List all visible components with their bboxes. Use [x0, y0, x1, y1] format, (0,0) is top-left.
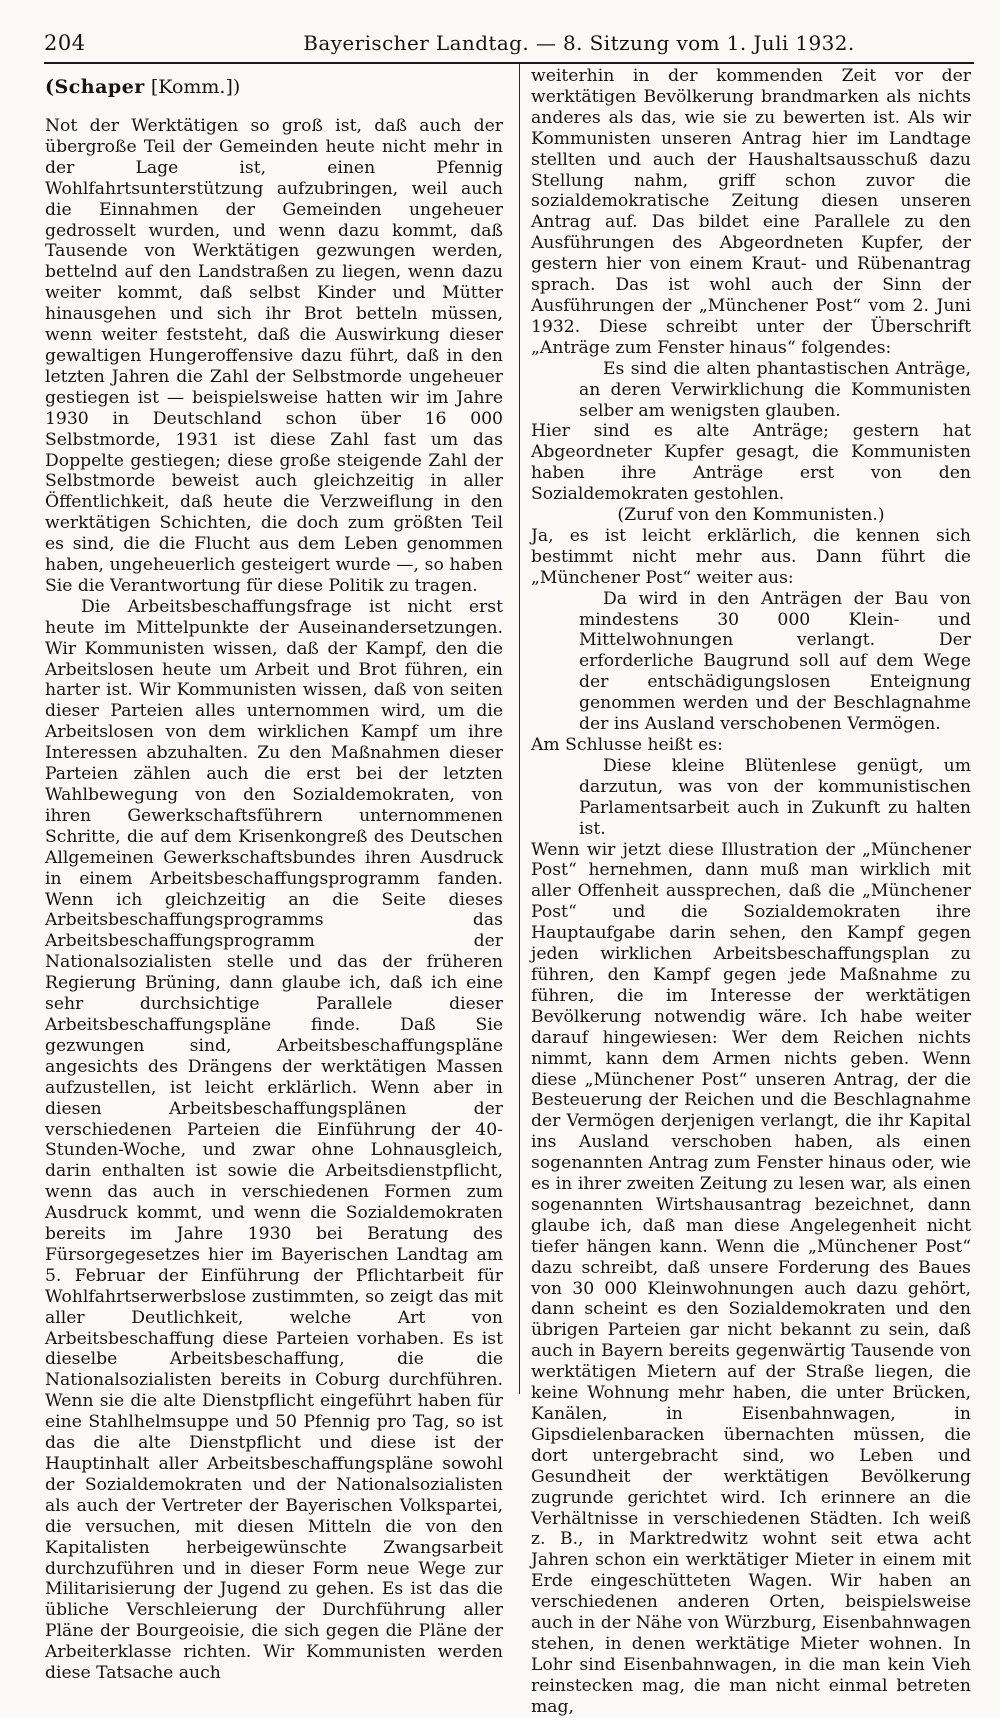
paragraph: weiterhin in der kommenden Zeit vor der werktätigen Bevölkerung brandmarken als nichts anderes als das, wie sie zu bewerten ist. Als wir Kommunisten unseren Antrag hier im Landtage stellten und auch der Haushaltsausschuß dazu Stellung nahm, griff schon zuvor die sozialdemokratische Zeitung diesen unseren Antrag auf. Das bildet eine Parallele zu den Ausführungen des Abgeordneten Kupfer, der gestern hier von einem Kraut- und Rübenantrag sprach. Das ist wohl auch der Sinn der Ausführungen der „Münchener Post“ vom 2. Juni 1932. Diese schreibt unter der Überschrift „Anträge zum Fenster hinaus“ folgendes: — [531, 66, 971, 358]
page-number: 204 — [44, 31, 86, 55]
running-title: Bayerischer Landtag. — 8. Sitzung vom 1. Juli 1932. — [303, 31, 855, 55]
paragraph: Not der Werktätigen so groß ist, daß auch der übergroße Teil der Gemeinden heute nicht mehr in der Lage ist, einen Pfennig Wohlfahrtsunterstützung aufzubringen, weil auch die Einnahmen der Gemeinden ungeheuer gedrosselt wurden, und wenn dazu kommt, daß Tausende von Werktätigen gezwungen werden, bettelnd auf den Landstraßen zu liegen, wenn dazu weiter kommt, daß selbst Kinder und Mütter hinausgehen und sich ihr Brot betteln müssen, wenn weiter feststeht, daß die Auswirkung dieser gewaltigen Hungeroffensive dazu führt, daß in den letzten Jahren die Zahl der Selbstmorde ungeheuer gestiegen ist — beispielsweise hatten wir im Jahre 1930 in Deutschland schon über 16 000 Selbstmorde, 1931 ist diese Zahl fast um das Doppelte gestiegen; diese große steigende Zahl der Selbstmorde beweist auch gleichzeitig in aller Öffentlichkeit, daß heute die Verzweiflung in den werktätigen Schichten, die doch zum größten Teil es sind, die die Flucht aus dem Leben genommen haben, ungeheuerlich gesteigert wurde —, so haben Sie die Verantwortung für diese Politik zu tragen. — [45, 116, 503, 596]
paragraph: Am Schlusse heißt es: — [531, 735, 723, 755]
speaker-party: [Komm.]) — [150, 76, 241, 98]
paragraph: Die Arbeitsbeschaffungsfrage ist nicht erst heute im Mittelpunkte der Auseinandersetzungen. Wir Kommunisten wissen, daß der Kampf, den die Arbeitslosen heute um Arbeit und Brot führen, ein harter ist. Wir Kommunisten wissen, daß von seiten dieser Parteien alles unternommen wird, um die Arbeitslosen von dem wirklichen Kampf um ihre Interessen abzuhalten. Zu den Maßnahmen dieser Parteien zählen auch die erst bei der letzten Wahlbewegung von den Sozialdemokraten, von ihren Gewerkschaftsführern unternommenen Schritte, die auf dem Krisenkongreß des Deutschen Allgemeinen Gewerkschaftsbundes ihren Ausdruck in einem Arbeitsbeschaffungsprogramm fanden. Wenn ich gleichzeitig an die Seite dieses Arbeitsbeschaffungsprogramms das Arbeitsbeschaffungsprogramm der Nationalsozialisten stelle und das der früheren Regierung Brüning, dann glaube ich, daß ich eine sehr durchsichtige Parallele dieser Arbeitsbeschaffungspläne finde. Daß Sie gezwungen sind, Arbeitsbeschaffungspläne angesichts des Drängens der werktätigen Massen aufzustellen, ist leicht erklärlich. Wenn aber in diesen Arbeitsbeschaffungsplänen der verschiedenen Parteien die Einführung der 40-Stunden-Woche, und zwar ohne Lohnausgleich, darin enthalten ist sowie die Arbeitsdienstpflicht, wenn das auch in verschiedenen Formen zum Ausdruck kommt, und wenn die Sozialdemokraten bereits im Jahre 1930 bei Beratung des Fürsorgegesetzes hier im Bayerischen Landtag am 5. Februar der Einführung der Pflichtarbeit für Wohlfahrtserwerbslose zustimmten, so zeigt das mit aller Deutlichkeit, welche Art von Arbeitsbeschaffung diese Parteien vorhaben. Es ist dieselbe Arbeitsbeschaffung, die die Nationalsozialisten bereits in Coburg durchführen. Wenn sie die alte Dienstpflicht eingeführt haben für eine Stahlhelmsuppe und 50 Pfennig pro Tag, so ist das die alte Dienstpflicht und diese ist der Hauptinhalt aller Arbeitsbeschaffungspläne sowohl der Sozialdemokraten und der Nationalsozialisten als auch der Vertreter der Bayerischen Volkspartei, die versuchen, mit diesen Mitteln die von den Kapitalisten herbeigewünschte Zwangsarbeit durchzuführen und in dieser Form neue Wege zur Militarisierung der Jugend zu gehen. Es ist das die übliche Verschleierung der Durchführung aller Pläne der Bourgeoisie, die sich gegen die Pläne der Arbeiterklasse richten. Wir Kommunisten werden diese Tatsache auch — [45, 596, 503, 1684]
paragraph: Ja, es ist leicht erklärlich, die kennen sich bestimmt nicht mehr aus. Dann führt die „Münchener Post“ weiter aus: — [531, 525, 971, 588]
speaker-name: (Schaper — [45, 76, 145, 98]
header-rule — [44, 62, 974, 64]
interjection: (Zuruf von den Kommunisten.) — [617, 505, 885, 526]
quotation: Diese kleine Blütenlese genügt, um darzutun, was von der kommunistischen Parlamentsarbeit auch in Zukunft zu halten ist. — [579, 755, 971, 839]
speaker-heading — [45, 74, 503, 100]
quotation: Es sind die alten phantastischen Anträge, an deren Verwirklichung die Kommunisten selber am wenigsten glauben. — [579, 358, 971, 421]
quotation: Da wird in den Anträgen der Bau von mindestens 30 000 Klein- und Mittelwohnungen verlangt. Der erforderliche Baugrund soll auf dem Wege der entschädigungslosen Enteignung genommen werden und der Beschlagnahme der ins Ausland verschobenen Vermögen. — [579, 588, 971, 735]
page-header — [44, 31, 974, 61]
column-divider — [519, 64, 520, 1394]
left-column — [45, 66, 503, 1684]
paragraph: Wenn wir jetzt diese Illustration der „Münchener Post“ hernehmen, dann muß man wirklich mit aller Offenheit aussprechen, daß die „Münchener Post“ und die Sozialdemokraten ihre Hauptaufgabe darin sehen, den Kampf gegen jeden wirklichen Arbeitsbeschaffungsplan zu führen, den Kampf gegen jede Maßnahme zu führen, die im Interesse der werktätigen Bevölkerung notwendig wäre. Ich habe weiter darauf hingewiesen: Wer dem Reichen nichts nimmt, kann dem Armen nichts geben. Wenn diese „Münchener Post“ unseren Antrag, der die Besteuerung der Reichen und die Beschlagnahme der Vermögen derjenigen verlangt, die ihr Kapital ins Ausland verschoben haben, als einen sogenannten Antrag zum Fenster hinaus oder, wie es in ihrer zweiten Zeitung zu lesen war, als einen sogenannten Wirtshausantrag bezeichnet, dann glaube ich, daß man diese Angelegenheit nicht tiefer hängen kann. Wenn die „Münchener Post“ dazu schreibt, daß unsere Forderung des Baues von 30 000 Kleinwohnungen auch dazu gehört, dann scheint es den Sozialdemokraten und den übrigen Parteien gar nicht bekannt zu sein, daß auch in Bayern bereits gegenwärtig Tausende von werktätigen Mietern auf der Straße liegen, die keine Wohnung mehr haben, die unter Brücken, Kanälen, in Eisenbahnwagen, in Gipsdielenbaracken übernachten müssen, die dort untergebracht sind, wo Leben und Gesundheit der werktätigen Bevölkerung zugrunde gerichtet wird. Ich erinnere an die Verhältnisse in verschiedenen Städten. Ich weiß z. B., in Marktredwitz wohnt seit etwa acht Jahren schon ein werktätiger Mieter in einem mit Erde eingeschütteten Wagen. Wir haben an verschiedenen anderen Orten, beispielsweise auch in der Nähe von Würzburg, Eisenbahnwagen stehen, in denen werktätige Mieter wohnen. In Lohr sind Eisenbahnwagen, in die man kein Vieh reinstecken mag, die man nicht einmal betreten mag, — [531, 839, 971, 1717]
paragraph: Hier sind es alte Anträge; gestern hat Abgeordneter Kupfer gesagt, die Kommunisten haben ihre Anträge erst von den Sozialdemokraten gestohlen. — [531, 421, 971, 505]
right-column — [531, 66, 971, 1717]
